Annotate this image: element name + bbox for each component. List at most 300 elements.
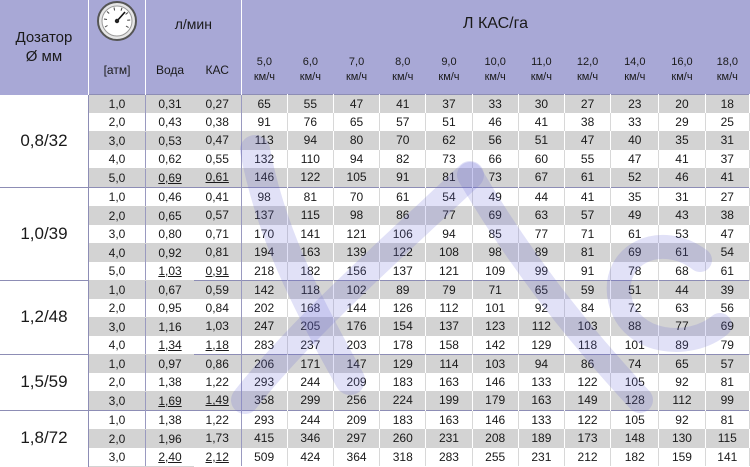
speed-header xyxy=(705,47,749,94)
dosator-cell: 1,5/59 xyxy=(0,354,88,410)
rate-cell: 103 xyxy=(564,317,610,336)
rate-cell: 51 xyxy=(518,131,564,150)
table-row xyxy=(0,373,750,392)
rate-cell: 202 xyxy=(241,299,287,318)
rate-cell: 39 xyxy=(705,280,749,299)
rate-cell: 122 xyxy=(564,373,610,392)
rate-cell: 126 xyxy=(380,299,426,318)
pressure-cell: 2,0 xyxy=(88,299,145,318)
pressure-cell: 2,0 xyxy=(88,373,145,392)
rate-cell: 114 xyxy=(426,354,472,373)
rate-cell: 146 xyxy=(472,373,518,392)
rate-cell: 61 xyxy=(380,187,426,206)
rate-cell: 57 xyxy=(564,206,610,225)
rate-cell: 99 xyxy=(705,391,749,410)
water-cell-text: 2,40 xyxy=(158,450,181,464)
kas-cell: 0,81 xyxy=(194,243,241,262)
kas-cell: 0,59 xyxy=(194,280,241,299)
speed-value: 11,0 xyxy=(518,55,564,70)
pressure-cell: 3,0 xyxy=(88,225,145,244)
dosator-header xyxy=(0,0,88,94)
rate-cell: 77 xyxy=(426,206,472,225)
rate-cell: 203 xyxy=(333,336,379,355)
rate-cell: 60 xyxy=(518,150,564,169)
rate-cell: 27 xyxy=(564,94,610,113)
rate-cell: 106 xyxy=(380,225,426,244)
kas-cell: 0,86 xyxy=(194,354,241,373)
table-header xyxy=(0,0,750,94)
rate-cell: 47 xyxy=(564,131,610,150)
rate-cell: 31 xyxy=(659,187,705,206)
table-row xyxy=(0,94,750,113)
rate-cell: 55 xyxy=(564,150,610,169)
water-cell: 0,46 xyxy=(146,187,194,206)
rate-cell: 44 xyxy=(659,280,705,299)
kas-cell: 1,22 xyxy=(194,373,241,392)
speed-header xyxy=(287,47,333,94)
table-row xyxy=(0,448,750,467)
rate-cell: 74 xyxy=(611,354,659,373)
rate-cell: 92 xyxy=(659,373,705,392)
speed-unit: км/ч xyxy=(287,70,333,85)
rate-cell: 208 xyxy=(472,429,518,448)
speed-value: 18,0 xyxy=(705,55,749,70)
rate-cell: 38 xyxy=(564,113,610,132)
rate-cell: 61 xyxy=(611,225,659,244)
rate-cell: 293 xyxy=(241,373,287,392)
rate-cell: 182 xyxy=(611,448,659,467)
speed-header xyxy=(241,47,287,94)
rate-cell: 63 xyxy=(659,299,705,318)
rate-cell: 112 xyxy=(518,317,564,336)
rate-cell: 256 xyxy=(333,391,379,410)
rate-cell: 179 xyxy=(472,391,518,410)
rate-cell: 25 xyxy=(705,113,749,132)
rate-cell: 176 xyxy=(333,317,379,336)
rate-cell: 118 xyxy=(287,280,333,299)
rate-cell: 51 xyxy=(611,280,659,299)
rate-cell: 205 xyxy=(287,317,333,336)
rate-cell: 31 xyxy=(705,131,749,150)
rate-cell: 159 xyxy=(659,448,705,467)
table-row xyxy=(0,243,750,262)
rate-cell: 128 xyxy=(611,391,659,410)
rate-cell: 94 xyxy=(518,354,564,373)
rate-cell: 61 xyxy=(705,262,749,281)
rate-cell: 49 xyxy=(611,206,659,225)
speed-unit: км/ч xyxy=(426,70,472,85)
rate-cell: 299 xyxy=(287,391,333,410)
rate-cell: 163 xyxy=(518,391,564,410)
rate-cell: 112 xyxy=(426,299,472,318)
dosator-cell: 1,2/48 xyxy=(0,280,88,354)
rate-cell: 141 xyxy=(287,225,333,244)
rate-cell: 244 xyxy=(287,410,333,429)
rate-cell: 59 xyxy=(564,280,610,299)
rate-cell: 57 xyxy=(380,113,426,132)
water-cell: 0,53 xyxy=(146,131,194,150)
rate-cell: 101 xyxy=(611,336,659,355)
rate-cell: 283 xyxy=(426,448,472,467)
rate-cell: 84 xyxy=(564,299,610,318)
rate-cell: 70 xyxy=(380,131,426,150)
rate-cell: 113 xyxy=(241,131,287,150)
rate-cell: 67 xyxy=(518,168,564,187)
rate-cell: 82 xyxy=(380,150,426,169)
rate-cell: 55 xyxy=(287,94,333,113)
rate-cell: 41 xyxy=(659,150,705,169)
rate-cell: 94 xyxy=(426,225,472,244)
rate-cell: 297 xyxy=(333,429,379,448)
kas-cell: 0,57 xyxy=(194,206,241,225)
pressure-cell: 3,0 xyxy=(88,131,145,150)
dosator-header-line1: Дозатор xyxy=(0,28,88,47)
rate-cell: 54 xyxy=(705,243,749,262)
kas-cell-text: 1,18 xyxy=(206,338,229,352)
speed-value: 6,0 xyxy=(287,55,333,70)
water-cell: 0,67 xyxy=(146,280,194,299)
rate-cell: 29 xyxy=(659,113,705,132)
rate-cell: 52 xyxy=(611,168,659,187)
rate-cell: 115 xyxy=(705,429,749,448)
rate-cell: 78 xyxy=(611,262,659,281)
rate-cell: 103 xyxy=(472,354,518,373)
rate-cell: 47 xyxy=(705,225,749,244)
rate-cell: 102 xyxy=(333,280,379,299)
rate-cell: 156 xyxy=(333,262,379,281)
rate-cell: 66 xyxy=(472,150,518,169)
rate-cell: 65 xyxy=(659,354,705,373)
rate-cell: 92 xyxy=(659,410,705,429)
rate-cell: 105 xyxy=(333,168,379,187)
water-cell-text: 1,69 xyxy=(158,394,181,408)
speed-header xyxy=(426,47,472,94)
rate-cell: 231 xyxy=(518,448,564,467)
rate-cell: 57 xyxy=(705,354,749,373)
rate-cell: 231 xyxy=(426,429,472,448)
rate-cell: 89 xyxy=(380,280,426,299)
rate-cell: 147 xyxy=(333,354,379,373)
rate-cell: 189 xyxy=(518,429,564,448)
rate-cell: 80 xyxy=(333,131,379,150)
pressure-cell: 4,0 xyxy=(88,336,145,355)
rate-cell: 81 xyxy=(426,168,472,187)
speed-header xyxy=(472,47,518,94)
speed-unit: км/ч xyxy=(518,70,564,85)
pressure-gauge-icon xyxy=(96,0,138,42)
rate-cell: 51 xyxy=(426,113,472,132)
rate-cell: 424 xyxy=(287,448,333,467)
table-row xyxy=(0,168,750,187)
rate-cell: 41 xyxy=(518,113,564,132)
dosator-cell: 0,8/32 xyxy=(0,94,88,187)
rate-cell: 56 xyxy=(472,131,518,150)
gauge-header-cell xyxy=(88,0,145,47)
rate-cell: 81 xyxy=(705,373,749,392)
lmin-header: л/мин xyxy=(146,0,241,47)
rate-cell: 38 xyxy=(705,206,749,225)
rate-cell: 237 xyxy=(287,336,333,355)
pressure-cell: 3,0 xyxy=(88,317,145,336)
rate-cell: 183 xyxy=(380,373,426,392)
rate-cell: 130 xyxy=(659,429,705,448)
rate-cell: 35 xyxy=(611,187,659,206)
speed-header xyxy=(333,47,379,94)
rate-cell: 509 xyxy=(241,448,287,467)
rate-cell: 194 xyxy=(241,243,287,262)
rate-cell: 178 xyxy=(380,336,426,355)
rate-cell: 173 xyxy=(564,429,610,448)
rate-cell: 98 xyxy=(333,206,379,225)
speed-header xyxy=(518,47,564,94)
table-row xyxy=(0,410,750,429)
rate-cell: 149 xyxy=(564,391,610,410)
kas-cell-text: 0,61 xyxy=(206,170,229,184)
rate-cell: 183 xyxy=(380,410,426,429)
rate-cell: 44 xyxy=(518,187,564,206)
table-row xyxy=(0,391,750,410)
speed-unit: км/ч xyxy=(659,70,705,85)
rate-cell: 139 xyxy=(333,243,379,262)
table-row xyxy=(0,225,750,244)
rate-cell: 129 xyxy=(380,354,426,373)
rate-cell: 171 xyxy=(287,354,333,373)
water-cell: 0,97 xyxy=(146,354,194,373)
kas-cell: 0,47 xyxy=(194,131,241,150)
rate-cell: 137 xyxy=(241,206,287,225)
rate-cell: 112 xyxy=(659,391,705,410)
speed-value: 16,0 xyxy=(659,55,705,70)
kas-cell-text: 0,91 xyxy=(206,264,229,278)
rate-cell: 92 xyxy=(518,299,564,318)
rate-cell: 218 xyxy=(241,262,287,281)
rate-cell: 108 xyxy=(426,243,472,262)
rate-cell: 98 xyxy=(472,243,518,262)
water-cell: 0,92 xyxy=(146,243,194,262)
rate-cell: 94 xyxy=(287,131,333,150)
speed-value: 9,0 xyxy=(426,55,472,70)
kas-cell: 0,84 xyxy=(194,299,241,318)
rate-cell: 85 xyxy=(472,225,518,244)
rate-cell: 69 xyxy=(472,206,518,225)
pressure-cell: 1,0 xyxy=(88,354,145,373)
rate-cell: 72 xyxy=(611,299,659,318)
rate-cell: 46 xyxy=(659,168,705,187)
table-row xyxy=(0,113,750,132)
rate-cell: 199 xyxy=(426,391,472,410)
rate-cell: 168 xyxy=(287,299,333,318)
kas-cell xyxy=(194,168,241,187)
rate-cell: 81 xyxy=(705,410,749,429)
rate-cell: 122 xyxy=(380,243,426,262)
rate-cell: 146 xyxy=(241,168,287,187)
rate-cell: 86 xyxy=(564,354,610,373)
rate-cell: 62 xyxy=(426,131,472,150)
rate-cell: 49 xyxy=(472,187,518,206)
rate-cell: 70 xyxy=(333,187,379,206)
rate-cell: 30 xyxy=(518,94,564,113)
water-cell xyxy=(146,391,194,410)
rate-cell: 94 xyxy=(333,150,379,169)
pressure-cell: 5,0 xyxy=(88,168,145,187)
water-cell: 0,43 xyxy=(146,113,194,132)
rate-cell: 65 xyxy=(518,280,564,299)
rate-cell: 79 xyxy=(426,280,472,299)
rate-cell: 212 xyxy=(564,448,610,467)
atm-header: [атм] xyxy=(88,47,145,94)
rate-cell: 40 xyxy=(611,131,659,150)
speed-value: 7,0 xyxy=(333,55,379,70)
rate-cell: 54 xyxy=(426,187,472,206)
rate-cell: 109 xyxy=(472,262,518,281)
kas-cell: 1,22 xyxy=(194,410,241,429)
pressure-cell: 4,0 xyxy=(88,243,145,262)
water-cell: 0,80 xyxy=(146,225,194,244)
rate-cell: 81 xyxy=(287,187,333,206)
water-cell: 1,96 xyxy=(146,429,194,448)
rate-cell: 146 xyxy=(472,410,518,429)
kas-cell: 0,27 xyxy=(194,94,241,113)
rate-cell: 137 xyxy=(426,317,472,336)
rate-cell: 41 xyxy=(705,168,749,187)
rate-cell: 110 xyxy=(287,150,333,169)
speed-header xyxy=(659,47,705,94)
water-cell-text: 1,03 xyxy=(158,264,181,278)
rate-cell: 182 xyxy=(287,262,333,281)
kas-cell-text: 1,49 xyxy=(206,393,229,407)
rate-cell: 122 xyxy=(564,410,610,429)
rate-cell: 43 xyxy=(659,206,705,225)
speed-value: 12,0 xyxy=(564,55,610,70)
rate-cell: 163 xyxy=(426,373,472,392)
speed-header xyxy=(564,47,610,94)
rate-cell: 91 xyxy=(564,262,610,281)
table-body xyxy=(0,94,750,466)
water-cell xyxy=(146,168,194,187)
rate-cell: 41 xyxy=(564,187,610,206)
rate-cell: 63 xyxy=(518,206,564,225)
kas-cell xyxy=(194,448,241,467)
rate-cell: 158 xyxy=(426,336,472,355)
water-cell: 0,95 xyxy=(146,299,194,318)
table-row xyxy=(0,299,750,318)
kas-cell: 0,55 xyxy=(194,150,241,169)
table-row xyxy=(0,206,750,225)
kas-per-ha-header: Л КАС/га xyxy=(241,0,749,47)
rate-cell: 364 xyxy=(333,448,379,467)
kas-cell-text: 2,12 xyxy=(206,450,229,464)
kas-cell: 1,73 xyxy=(194,429,241,448)
rate-cell: 206 xyxy=(241,354,287,373)
water-cell: 0,65 xyxy=(146,206,194,225)
speed-unit: км/ч xyxy=(333,70,379,85)
kas-cell: 0,41 xyxy=(194,187,241,206)
rate-cell: 37 xyxy=(705,150,749,169)
rate-cell: 73 xyxy=(472,168,518,187)
rate-cell: 47 xyxy=(333,94,379,113)
table-row xyxy=(0,262,750,281)
speed-value: 8,0 xyxy=(380,55,426,70)
pressure-cell: 1,0 xyxy=(88,410,145,429)
rate-cell: 144 xyxy=(333,299,379,318)
table-row xyxy=(0,317,750,336)
rate-cell: 141 xyxy=(705,448,749,467)
water-header: Вода xyxy=(146,47,194,94)
rate-cell: 89 xyxy=(659,336,705,355)
rate-cell: 137 xyxy=(380,262,426,281)
rate-cell: 163 xyxy=(287,243,333,262)
water-cell xyxy=(146,448,194,467)
rate-cell: 41 xyxy=(380,94,426,113)
speed-value: 10,0 xyxy=(472,55,518,70)
dosator-cell: 1,8/72 xyxy=(0,410,88,466)
rate-cell: 77 xyxy=(518,225,564,244)
table-row xyxy=(0,150,750,169)
dosator-header-line2: Ø мм xyxy=(0,47,88,66)
rate-cell: 79 xyxy=(705,336,749,355)
water-cell xyxy=(146,262,194,281)
rate-cell: 358 xyxy=(241,391,287,410)
rate-cell: 129 xyxy=(518,336,564,355)
rate-cell: 255 xyxy=(472,448,518,467)
rate-cell: 47 xyxy=(611,150,659,169)
rate-cell: 23 xyxy=(611,94,659,113)
rate-cell: 65 xyxy=(333,113,379,132)
rate-cell: 118 xyxy=(564,336,610,355)
rate-cell: 20 xyxy=(659,94,705,113)
water-cell: 1,38 xyxy=(146,410,194,429)
pressure-cell: 3,0 xyxy=(88,391,145,410)
pressure-cell: 1,0 xyxy=(88,94,145,113)
rate-cell: 69 xyxy=(705,317,749,336)
rate-cell: 244 xyxy=(287,373,333,392)
rate-cell: 69 xyxy=(611,243,659,262)
water-cell xyxy=(146,336,194,355)
rate-cell: 61 xyxy=(659,243,705,262)
rate-cell: 81 xyxy=(564,243,610,262)
rate-cell: 163 xyxy=(426,410,472,429)
speed-unit: км/ч xyxy=(705,70,749,85)
speed-value: 14,0 xyxy=(611,55,659,70)
rate-cell: 37 xyxy=(426,94,472,113)
rate-cell: 115 xyxy=(287,206,333,225)
rate-cell: 101 xyxy=(472,299,518,318)
pressure-cell: 1,0 xyxy=(88,280,145,299)
rate-cell: 283 xyxy=(241,336,287,355)
water-cell-text: 0,69 xyxy=(158,171,181,185)
rate-cell: 142 xyxy=(472,336,518,355)
speed-header xyxy=(611,47,659,94)
table-row xyxy=(0,429,750,448)
speed-unit: км/ч xyxy=(564,70,610,85)
rate-cell: 18 xyxy=(705,94,749,113)
rate-cell: 65 xyxy=(241,94,287,113)
table-row xyxy=(0,131,750,150)
rate-cell: 121 xyxy=(426,262,472,281)
rate-cell: 247 xyxy=(241,317,287,336)
rate-cell: 86 xyxy=(380,206,426,225)
kas-cell xyxy=(194,262,241,281)
speed-unit: км/ч xyxy=(611,70,659,85)
rate-cell: 133 xyxy=(518,373,564,392)
rate-cell: 71 xyxy=(472,280,518,299)
rate-cell: 33 xyxy=(611,113,659,132)
rate-cell: 121 xyxy=(333,225,379,244)
rate-cell: 91 xyxy=(241,113,287,132)
rate-cell: 33 xyxy=(472,94,518,113)
rate-cell: 318 xyxy=(380,448,426,467)
pressure-cell: 1,0 xyxy=(88,187,145,206)
